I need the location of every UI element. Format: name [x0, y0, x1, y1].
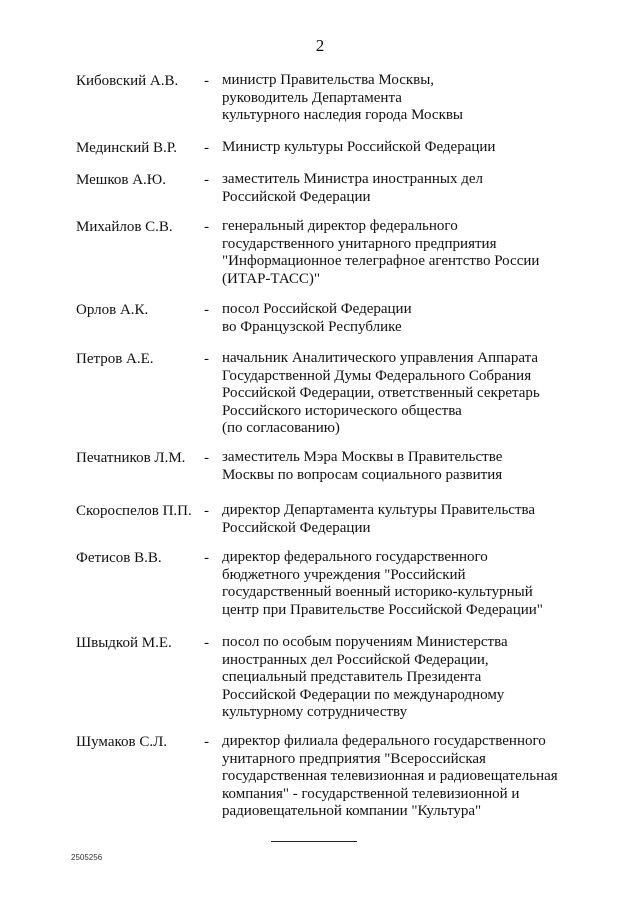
- position-line: унитарного предприятия "Всероссийская: [222, 750, 486, 767]
- separator-dash: -: [204, 450, 209, 466]
- separator-dash: -: [204, 140, 209, 156]
- position-line: начальник Аналитического управления Аппарата: [222, 350, 538, 366]
- position-line: Москвы по вопросам социального развития: [222, 466, 503, 483]
- document-code: 2505256: [71, 853, 103, 862]
- member-name: Фетисов В.В.: [76, 550, 162, 566]
- member-position: [222, 72, 567, 125]
- position-line: заместитель Мэра Москвы в Правительстве: [222, 449, 503, 465]
- position-line: "Информационное телеграфное агентство России: [222, 253, 540, 269]
- member-position: [222, 301, 567, 336]
- member-name: Петров А.Е.: [76, 351, 154, 367]
- position-line: культурному сотрудничеству: [222, 704, 408, 720]
- position-line: Российской Федерации: [222, 519, 371, 536]
- position-line: посол по особым поручениям Министерства: [222, 634, 508, 650]
- position-line: руководитель Департамента: [222, 89, 402, 106]
- position-line: директор Департамента культуры Правительства: [222, 502, 536, 518]
- position-line: генеральный директор федерального: [222, 218, 458, 234]
- member-name: Кибовский А.В.: [76, 73, 179, 89]
- position-line: радиовещательной компании "Культура": [222, 803, 482, 819]
- position-line: бюджетного учреждения "Российский: [222, 566, 466, 583]
- member-position: [222, 549, 567, 619]
- position-line: Российской Федерации по международному: [222, 686, 505, 703]
- separator-dash: -: [204, 219, 209, 235]
- position-line: (ИТАР-ТАСС)": [222, 270, 321, 287]
- position-line: Российского исторического общества: [222, 402, 462, 419]
- member-name: Михайлов С.В.: [76, 219, 173, 235]
- member-position: [222, 634, 567, 722]
- position-line: во Французской Республике: [222, 318, 402, 335]
- member-position: [222, 171, 567, 206]
- member-position: [222, 350, 567, 438]
- member-position: [222, 733, 567, 821]
- position-line: Министр культуры Российской Федерации: [222, 139, 496, 155]
- member-position: [222, 139, 567, 157]
- separator-dash: -: [204, 503, 209, 519]
- separator-dash: -: [204, 550, 209, 566]
- position-line: посол Российской Федерации: [222, 301, 412, 317]
- member-position: [222, 449, 567, 484]
- member-name: Печатников Л.М.: [76, 450, 186, 466]
- member-name: Шумаков С.Л.: [76, 734, 168, 750]
- separator-dash: -: [204, 635, 209, 651]
- position-line: Российской Федерации, ответственный секретарь: [222, 385, 540, 401]
- member-position: [222, 502, 567, 537]
- page-number: 2: [315, 36, 325, 55]
- position-line: директор федерального государственного: [222, 549, 488, 565]
- separator-dash: -: [204, 302, 209, 318]
- position-line: компания" - государственной телевизионной и: [222, 785, 520, 802]
- member-name: Мединский В.Р.: [76, 140, 178, 156]
- member-name: Скороспелов П.П.: [76, 503, 192, 519]
- position-line: иностранных дел Российской Федерации,: [222, 651, 489, 668]
- separator-dash: -: [204, 734, 209, 750]
- member-name: Орлов А.К.: [76, 302, 149, 318]
- position-line: заместитель Министра иностранных дел: [222, 171, 483, 187]
- position-line: государственная телевизионная и радиовещательная: [222, 768, 558, 784]
- position-line: государственный военный историко-культурный: [222, 584, 533, 600]
- position-line: директор филиала федерального государственного: [222, 733, 546, 749]
- position-line: центр при Правительстве Российской Федерации": [222, 601, 543, 618]
- position-line: Российской Федерации: [222, 188, 371, 205]
- member-position: [222, 218, 567, 288]
- separator-dash: -: [204, 351, 209, 367]
- position-line: министр Правительства Москвы,: [222, 72, 435, 88]
- position-line: специальный представитель Президента: [222, 669, 482, 685]
- position-line: (по согласованию): [222, 420, 340, 436]
- member-name: Мешков А.Ю.: [76, 172, 166, 188]
- footer-divider: [271, 841, 357, 842]
- position-line: государственного унитарного предприятия: [222, 235, 497, 252]
- position-line: Государственной Думы Федерального Собрания: [222, 367, 532, 384]
- position-line: культурного наследия города Москвы: [222, 107, 464, 123]
- separator-dash: -: [204, 172, 209, 188]
- member-name: Швыдкой М.Е.: [76, 635, 172, 651]
- separator-dash: -: [204, 73, 209, 89]
